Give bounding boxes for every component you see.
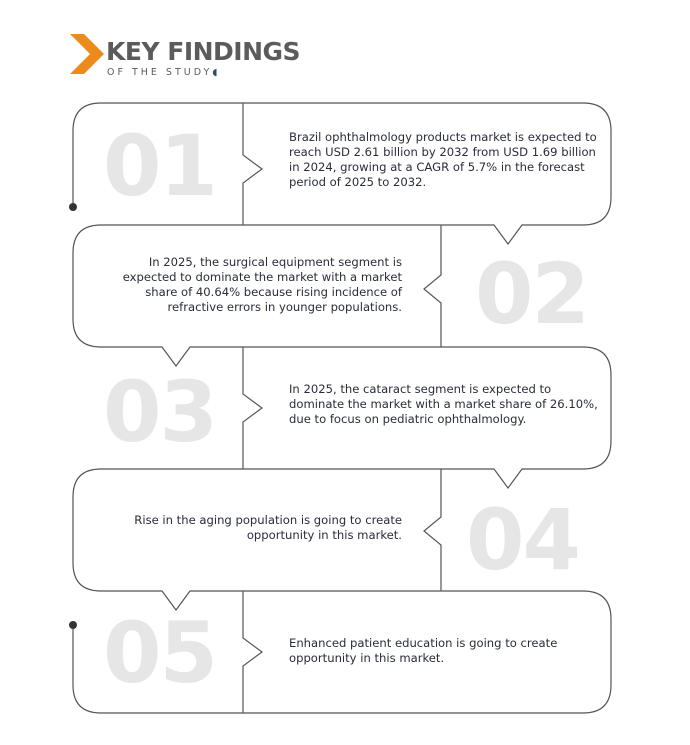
finding-text-03: In 2025, the cataract segment is expected to dominate the market with a market share of 26.10%, due to focus on pediatric ophthalmology.	[289, 382, 598, 426]
finding-text-01: Brazil ophthalmology products market is expected to reach USD 2.61 billion by 2032 from USD 1.69 billion in 2024, growing at a CAGR of 5.7% in the forecast period of 2025 to 2032.	[289, 130, 597, 189]
finding-text-05: Enhanced patient education is going to create opportunity in this market.	[289, 636, 558, 665]
finding-number-05: 05	[103, 604, 216, 702]
finding-number-04: 04	[466, 491, 579, 589]
finding-number-03: 03	[103, 363, 216, 461]
page-subtitle: OF THE STUDY◖	[107, 67, 218, 78]
crescent-icon: ◖	[212, 67, 218, 78]
finding-text-02: In 2025, the surgical equipment segment is expected to dominate the market with a market share of 40.64% because rising incidence of refractive errors in younger populations.	[122, 255, 402, 314]
page-title: KEY FINDINGS	[106, 37, 301, 66]
start-dot	[69, 203, 77, 211]
finding-text-04: Rise in the aging population is going to create opportunity in this market.	[134, 513, 402, 542]
end-dot	[69, 621, 77, 629]
finding-number-02: 02	[475, 245, 588, 343]
finding-number-01: 01	[103, 117, 216, 215]
